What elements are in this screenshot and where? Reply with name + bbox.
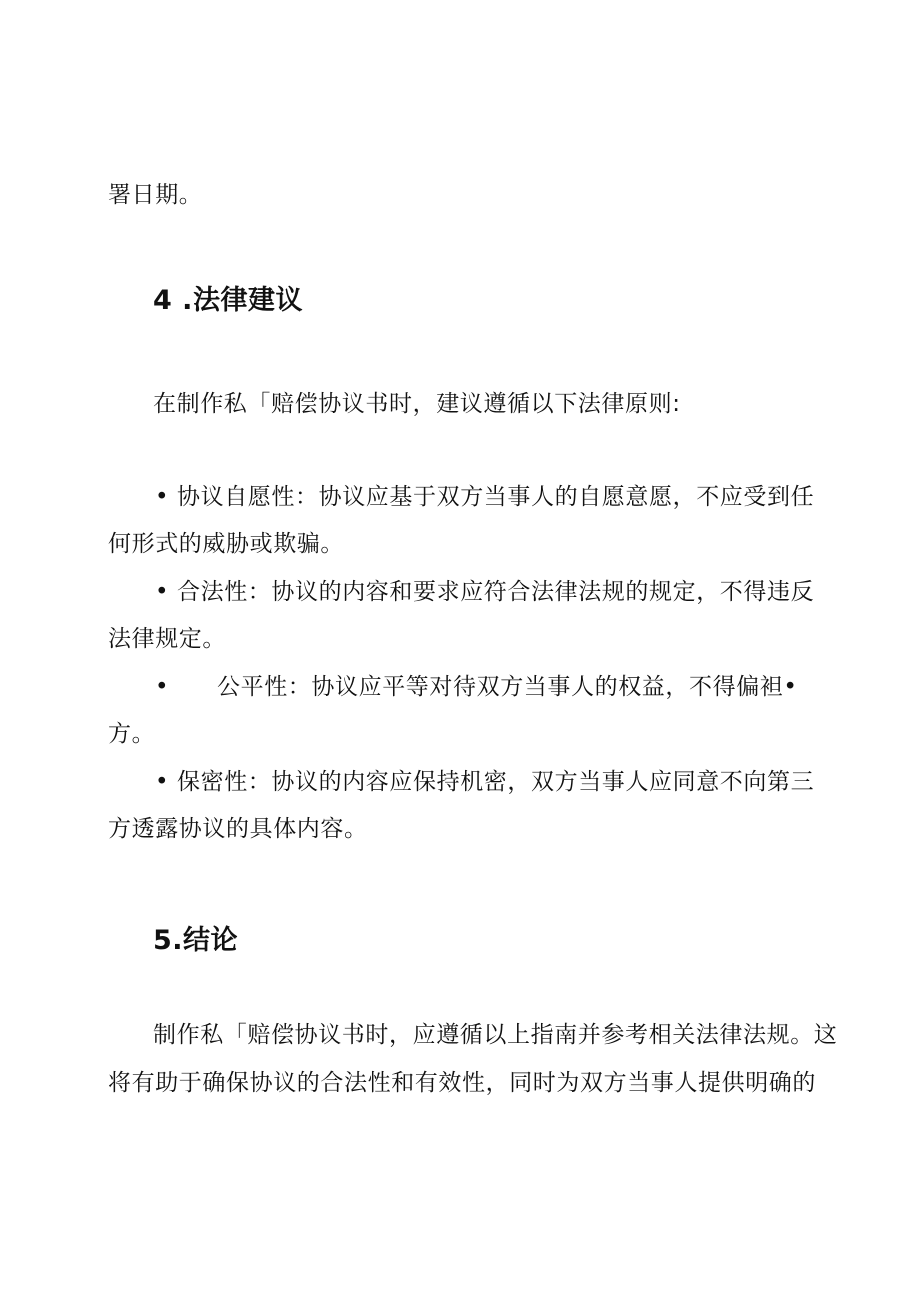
section-4-intro: 在制作私「赔偿协议书时，建议遵循以下法律原则:: [153, 391, 681, 417]
bullet-marker: •: [155, 484, 170, 510]
bullet-continuation: 方。: [108, 721, 156, 747]
bullet-item-confidentiality: [155, 767, 814, 797]
section-5-paragraph-line-2: 将有助于确保协议的合法性和有效性，同时为双方当事人提供明确的: [108, 1070, 816, 1096]
bullet-marker: •: [155, 769, 170, 795]
bullet-item-voluntary: [155, 482, 814, 512]
bullet-marker: •: [155, 579, 170, 605]
bullet-text: 合法性：协议的内容和要求应符合法律法规的规定，不得违反: [177, 579, 815, 605]
fragment-text: 署日期。: [108, 182, 203, 208]
bullet-continuation: 法律规定。: [108, 626, 226, 652]
section-5-heading: 5.结论: [153, 925, 239, 956]
bullet-marker: •: [155, 674, 170, 700]
bullet-text: 保密性：协议的内容应保持机密，双方当事人应同意不向第三: [177, 769, 815, 795]
section-4-heading: 4 .法律建议: [153, 285, 303, 316]
bullet-text: 公平性：协议应平等对待双方当事人的权益，不得偏袒•: [217, 674, 798, 700]
bullet-item-fairness: [155, 672, 798, 702]
section-5-paragraph-line-1: 制作私「赔偿协议书时，应遵循以上指南并参考相关法律法规。这: [153, 1022, 838, 1048]
bullet-continuation: 方透露协议的具体内容。: [108, 816, 368, 842]
bullet-continuation: 何形式的威胁或欺骗。: [108, 531, 344, 557]
bullet-item-legality: [155, 577, 814, 607]
bullet-text: 协议自愿性：协议应基于双方当事人的自愿意愿，不应受到任: [177, 484, 815, 510]
